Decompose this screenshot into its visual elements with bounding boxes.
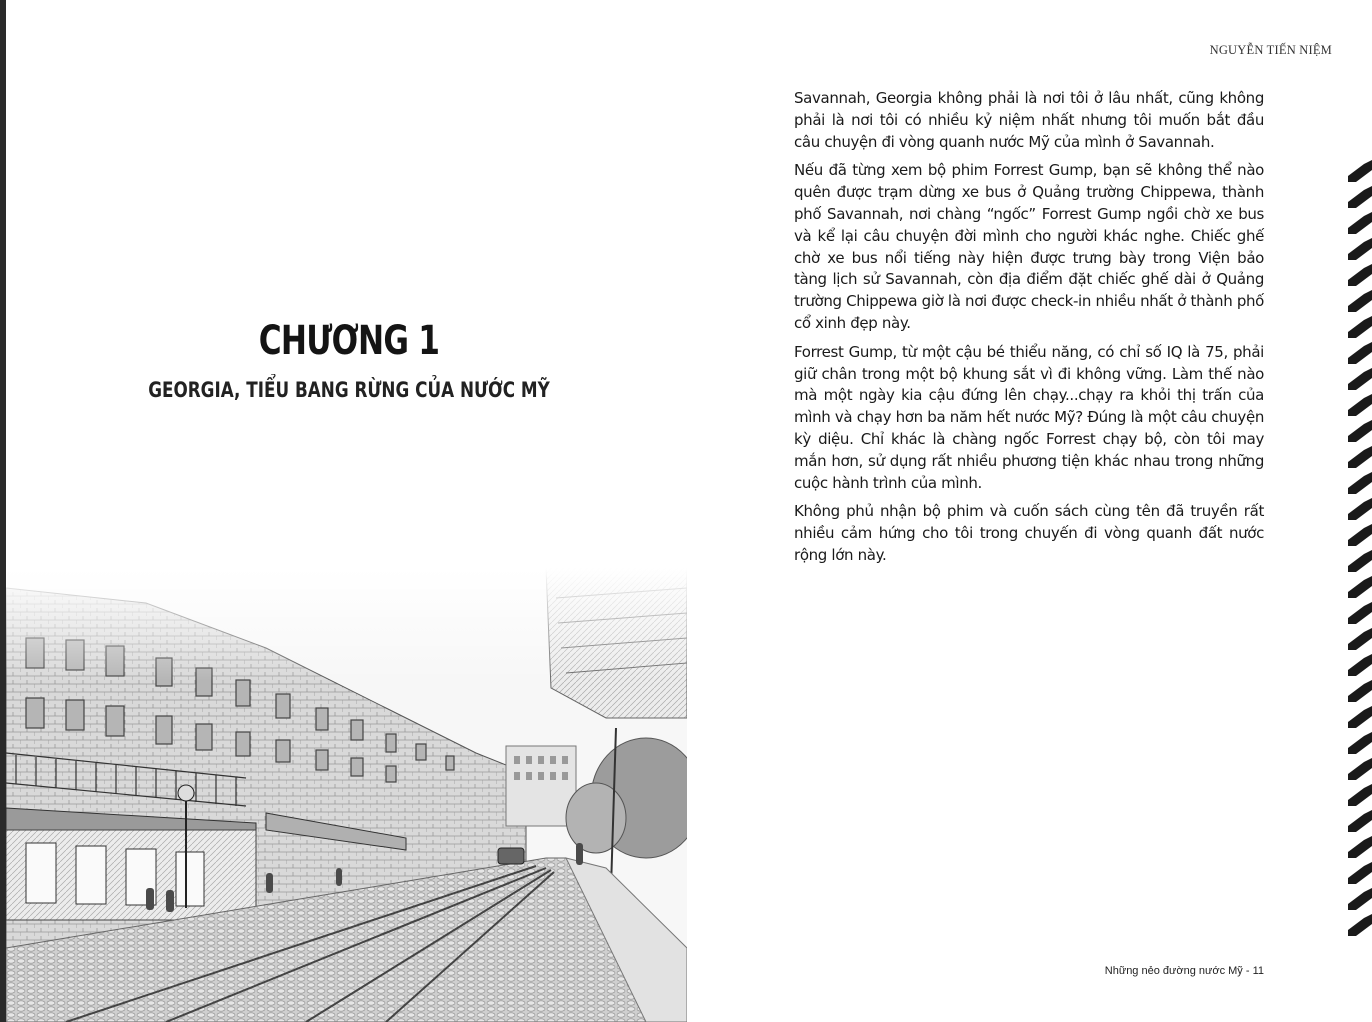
- chevron-mark: [1348, 420, 1372, 442]
- paragraph: Forrest Gump, từ một cậu bé thiểu năng, có chỉ số IQ là 75, phải giữ chân trong một bộ khung sắt vì đi không vững. Làm thế nào mà một ngày kia cậu đứng lên chạy...chạy ra khỏi thị trấn của mình và chạy hơn ba năm hết nước Mỹ? Đúng là một câu chuyện kỳ diệu. Chỉ khác là chàng ngốc Forrest chạy bộ, còn tôi may mắn hơn, sử dụng rất nhiều phương tiện khác nhau trong những cuộc hành trình của mình.: [794, 342, 1264, 492]
- running-head-author: NGUYỄN TIẾN NIỆM: [1209, 43, 1332, 57]
- paragraph: Savannah, Georgia không phải là nơi tôi ở lâu nhất, cũng không phải là nơi tôi có nhiều kỷ niệm nhất nhưng tôi muốn bắt đầu câu chuyện đi vòng quanh nước Mỹ của mình ở Savannah.: [794, 89, 1264, 151]
- paragraph: Không phủ nhận bộ phim và cuốn sách cùng tên đã truyền rất nhiều cảm hứng cho tôi trong chuyến đi vòng quanh đất nước rộng lớn này.: [794, 502, 1264, 564]
- page-folio: Những nẻo đường nước Mỹ - 11: [1104, 965, 1264, 977]
- left-page: [6, 0, 686, 1022]
- chevron-mark: [1348, 186, 1372, 208]
- right-page: [686, 0, 1372, 1022]
- chevron-mark: [1348, 810, 1372, 832]
- chevron-mark: [1348, 576, 1372, 598]
- chapter-title: CHƯƠNG 1: [258, 318, 440, 364]
- street-sketch-illustration: [6, 568, 687, 1022]
- chevron-mark: [1348, 784, 1372, 806]
- chevron-mark: [1348, 862, 1372, 884]
- chevron-mark: [1348, 498, 1372, 520]
- chevron-mark: [1348, 212, 1372, 234]
- chevron-mark: [1348, 706, 1372, 728]
- paragraph: Nếu đã từng xem bộ phim Forrest Gump, bạn sẽ không thể nào quên được trạm dừng xe bus ở Quảng trường Chippewa, thành phố Savannah, nơi chàng “ngốc” Forrest Gump ngồi chờ xe bus và kể lại câu chuyện đời mình cho người khác nghe. Chiếc ghế chờ xe bus nổi tiếng này hiện được trưng bày trong Viện bảo tàng lịch sử Savannah, còn địa điểm đặt chiếc ghế dài ở Quảng trường Chippewa giờ là nơi được check-in nhiều nhất ở thành phố cổ xinh đẹp này.: [794, 161, 1264, 332]
- chevron-mark: [1348, 654, 1372, 676]
- chevron-mark: [1348, 290, 1372, 312]
- chevron-mark: [1348, 238, 1372, 260]
- chevron-mark: [1348, 264, 1372, 286]
- chevron-mark: [1348, 342, 1372, 364]
- chevron-mark: [1348, 732, 1372, 754]
- chevron-mark: [1348, 446, 1372, 468]
- chevron-mark: [1348, 758, 1372, 780]
- chevron-mark: [1348, 836, 1372, 858]
- chevron-edge-pattern: [1346, 160, 1372, 940]
- chevron-mark: [1348, 602, 1372, 624]
- chevron-mark: [1348, 628, 1372, 650]
- chevron-mark: [1348, 914, 1372, 936]
- chevron-mark: [1348, 550, 1372, 572]
- chevron-mark: [1348, 160, 1372, 182]
- chevron-mark: [1348, 394, 1372, 416]
- chevron-mark: [1348, 888, 1372, 910]
- chevron-mark: [1348, 524, 1372, 546]
- chapter-body-text: [794, 88, 1264, 574]
- chapter-subtitle: GEORGIA, TIỂU BANG RỪNG CỦA NƯỚC MỸ: [148, 378, 550, 402]
- chevron-mark: [1348, 368, 1372, 390]
- chevron-mark: [1348, 472, 1372, 494]
- chevron-mark: [1348, 316, 1372, 338]
- chevron-mark: [1348, 680, 1372, 702]
